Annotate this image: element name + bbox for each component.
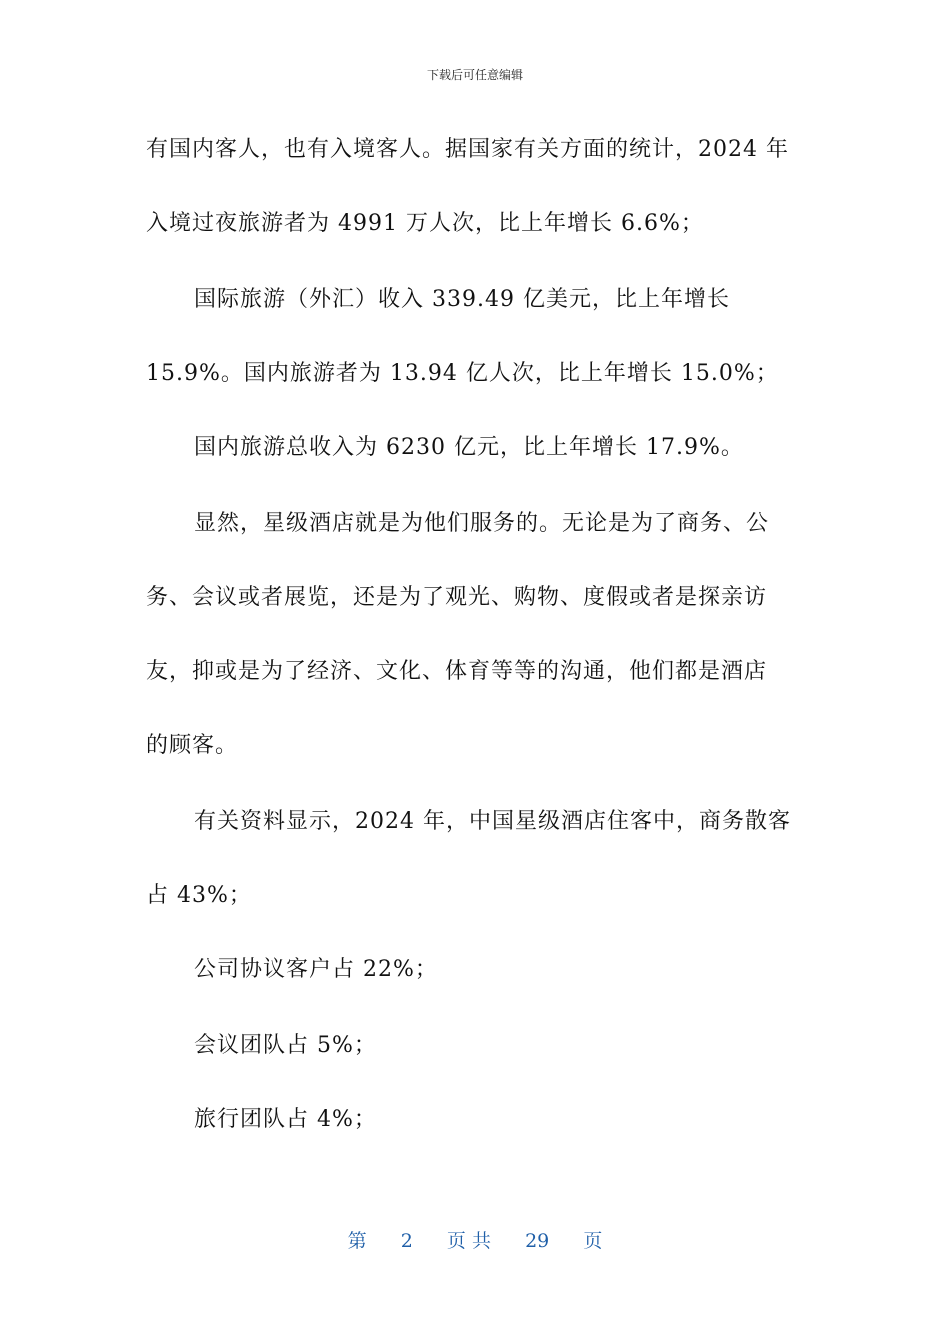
text-line: 会议团队占 5%；: [194, 1033, 377, 1058]
text-line: 国际旅游（外汇）收入 339.49 亿美元，比上年增长: [194, 287, 730, 312]
text-line: 旅行团队占 4%；: [194, 1107, 377, 1132]
text-line: 显然，星级酒店就是为他们服务的。无论是为了商务、公: [194, 511, 770, 536]
text-line: 国内旅游总收入为 6230 亿元，比上年增长 17.9%。: [194, 435, 744, 460]
text-line: 15.9%。国内旅游者为 13.94 亿人次，比上年增长 15.0%；: [146, 361, 779, 386]
footer-middle: 页 共: [446, 1230, 491, 1252]
page-header: 下载后可任意编辑: [426, 68, 523, 82]
text-line: 的顾客。: [146, 733, 239, 758]
text-line: 有关资料显示，2024 年，中国星级酒店住客中，商务散客: [194, 809, 791, 834]
text-line: 友，抑或是为了经济、文化、体育等等的沟通，他们都是酒店: [146, 659, 768, 684]
text-line: 入境过夜旅游者为 4991 万人次，比上年增长 6.6%；: [146, 211, 704, 236]
text-line: 有国内客人，也有入境客人。据国家有关方面的统计，2024 年: [146, 137, 789, 162]
page-footer: [0, 1226, 950, 1253]
footer-suffix: 页: [583, 1230, 603, 1252]
text-line: 占 43%；: [146, 883, 252, 908]
text-line: 公司协议客户占 22%；: [194, 957, 438, 982]
footer-prefix: 第: [347, 1230, 367, 1252]
total-pages: 29: [525, 1230, 550, 1252]
current-page-number: 2: [400, 1230, 413, 1252]
text-line: 务、会议或者展览，还是为了观光、购物、度假或者是探亲访: [146, 585, 768, 610]
